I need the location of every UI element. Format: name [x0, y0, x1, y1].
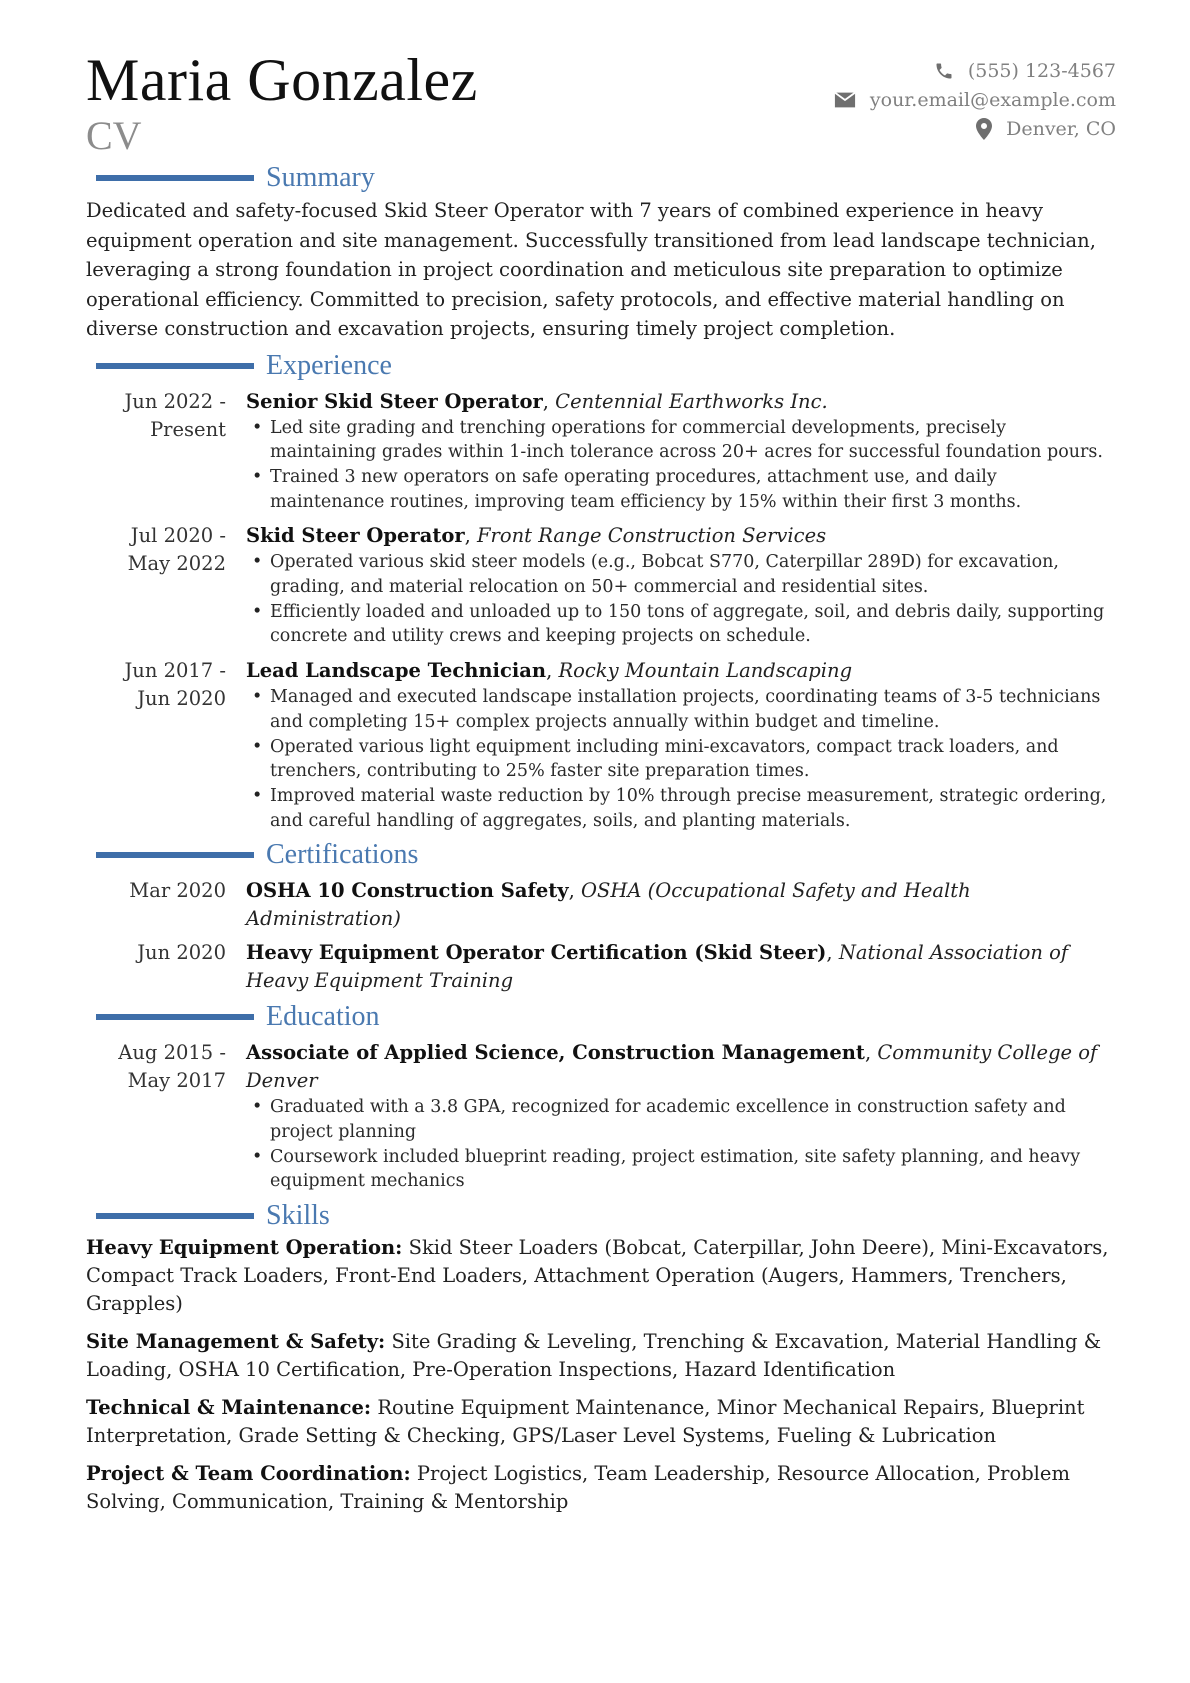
employer: Centennial Earthworks Inc.	[555, 389, 828, 413]
bullet-item: • Managed and executed landscape installation projects, coordinating teams of 3-5 technicians and completing 15+ complex projects annually within budget and timeline.	[246, 685, 1116, 734]
entry-date: Jun 2022 - Present	[124, 389, 226, 441]
summary-title: Summary	[266, 162, 375, 193]
phone-number[interactable]: (555) 123-4567	[967, 59, 1116, 82]
certifications-section-heading	[86, 837, 1116, 873]
entry-heading: Associate of Applied Science, Construction Management, Community College of Denver	[246, 1041, 1098, 1093]
entry-date: Jun 2020	[137, 941, 226, 965]
education-section-heading	[86, 999, 1116, 1035]
job-title: Lead Landscape Technician	[246, 659, 547, 683]
entry-date: Aug 2015 - May 2017	[118, 1041, 226, 1093]
job-title: Senior Skid Steer Operator	[246, 389, 543, 413]
bullet-item: • Improved material waste reduction by 10% through precise measurement, strategic ordering, and careful handling of aggregates, soils, and planting materials.	[246, 784, 1116, 833]
bullet-list	[246, 550, 1116, 649]
job-title: Skid Steer Operator	[246, 524, 465, 548]
map-pin-icon	[976, 118, 992, 140]
bullet-item: • Led site grading and trenching operations for commercial developments, precisely maintaining grades within 1-inch tolerance across 20+ acres for successful foundation pours.	[246, 416, 1116, 465]
education-title: Education	[266, 1001, 380, 1033]
certifications-title: Certifications	[266, 839, 419, 871]
bullet-list	[246, 685, 1116, 833]
experience-section-heading	[86, 348, 1116, 384]
skill-category: Project & Team Coordination:	[86, 1462, 411, 1486]
employer: Rocky Mountain Landscaping	[558, 659, 853, 683]
skill-group	[86, 1460, 1116, 1516]
experience-title: Experience	[266, 349, 392, 381]
section-accent-bar	[96, 1213, 254, 1219]
employer: Front Range Construction Services	[477, 524, 827, 548]
skills-title: Skills	[266, 1200, 330, 1232]
skill-list: Routine Equipment Maintenance, Minor Mechanical Repairs, Blueprint Interpretation, Grade Setting & Checking, GPS/Laser Level Systems, Fueling & Lubrication	[86, 1396, 1085, 1448]
contact-block	[834, 56, 1116, 143]
entry-heading: Senior Skid Steer Operator, Centennial Earthworks Inc.	[246, 389, 828, 413]
entry-heading: Skid Steer Operator, Front Range Construction Services	[246, 524, 827, 548]
skills-section-heading	[86, 1198, 1116, 1234]
skill-group	[86, 1234, 1116, 1318]
certification-name: OSHA 10 Construction Safety	[246, 879, 569, 903]
issuer: OSHA (Occupational Safety and Health Administration)	[246, 879, 971, 931]
entry-date: Jul 2020 - May 2022	[127, 524, 226, 576]
summary-section-heading	[86, 160, 1116, 196]
entry-heading: Heavy Equipment Operator Certification (Skid Steer), National Association of Heavy Equipment Training	[246, 941, 1069, 993]
contact-location	[834, 114, 1116, 143]
skill-category: Site Management & Safety:	[86, 1330, 386, 1354]
bullet-item: • Operated various skid steer models (e.g., Bobcat S770, Caterpillar 289D) for excavation, grading, and material relocation on 50+ commercial and residential sites.	[246, 550, 1116, 599]
degree: Associate of Applied Science, Construction Management	[246, 1041, 865, 1065]
bullet-item: • Efficiently loaded and unloaded up to 150 tons of aggregate, soil, and debris daily, supporting concrete and utility crews and keeping projects on schedule.	[246, 600, 1116, 649]
bullet-list	[246, 416, 1116, 515]
section-accent-bar	[96, 852, 254, 858]
issuer: National Association of Heavy Equipment Training	[246, 941, 1069, 993]
bullet-item: • Trained 3 new operators on safe operating procedures, attachment use, and daily maintenance routines, improving team efficiency by 15% within their first 3 months.	[246, 465, 1116, 514]
entry-date: Jun 2017 - Jun 2020	[124, 659, 226, 711]
contact-phone	[834, 56, 1116, 85]
contact-email	[834, 85, 1116, 114]
section-accent-bar	[96, 363, 254, 369]
certification-entry	[86, 877, 1116, 933]
experience-entry	[86, 388, 1116, 515]
section-accent-bar	[96, 1014, 254, 1020]
bullet-item: • Graduated with a 3.8 GPA, recognized for academic excellence in construction safety and project planning	[246, 1095, 1116, 1144]
entry-heading: Lead Landscape Technician, Rocky Mountain Landscaping	[246, 659, 853, 683]
experience-entry	[86, 657, 1116, 833]
skill-group	[86, 1328, 1116, 1384]
bullet-item: • Operated various light equipment including mini-excavators, compact track loaders, and trenchers, contributing to 25% faster site preparation times.	[246, 735, 1116, 784]
bullet-list	[246, 1095, 1116, 1194]
phone-icon	[934, 61, 954, 81]
skill-list: Site Grading & Leveling, Trenching & Excavation, Material Handling & Loading, OSHA 10 Certification, Pre-Operation Inspections, Hazard Identification	[86, 1330, 1102, 1382]
certification-entry	[86, 939, 1116, 995]
skill-list: Skid Steer Loaders (Bobcat, Caterpillar, John Deere), Mini-Excavators, Compact Track Loaders, Front-End Loaders, Attachment Operation (Augers, Hammers, Trenchers, Grapples)	[86, 1236, 1109, 1316]
entry-heading: OSHA 10 Construction Safety, OSHA (Occupational Safety and Health Administration)	[246, 879, 971, 931]
location-text: Denver, CO	[1006, 117, 1116, 140]
experience-entry	[86, 522, 1116, 649]
cv-page	[86, 46, 1116, 1526]
email-address[interactable]: your.email@example.com	[869, 88, 1116, 111]
skill-group	[86, 1394, 1116, 1450]
school: Community College of Denver	[246, 1041, 1098, 1093]
entry-date: Mar 2020	[129, 879, 226, 903]
section-accent-bar	[96, 175, 254, 181]
skill-category: Heavy Equipment Operation:	[86, 1236, 403, 1260]
document-subtitle: CV	[86, 113, 142, 158]
person-name: Maria Gonzalez	[86, 47, 478, 113]
bullet-item: • Coursework included blueprint reading, project estimation, site safety planning, and heavy equipment mechanics	[246, 1145, 1116, 1194]
skill-list: Project Logistics, Team Leadership, Resource Allocation, Problem Solving, Communication, Training & Mentorship	[86, 1462, 1070, 1514]
education-entry	[86, 1039, 1116, 1194]
cv-header	[86, 47, 1116, 160]
skill-category: Technical & Maintenance:	[86, 1396, 372, 1420]
certification-name: Heavy Equipment Operator Certification (Skid Steer)	[246, 941, 827, 965]
envelope-icon	[834, 91, 856, 109]
summary-text: Dedicated and safety-focused Skid Steer Operator with 7 years of combined experience in heavy equipment operation and site management. Successfully transitioned from lead landscape technician, leveraging a strong foundation in project coordination and meticulous site preparation to optimize operational efficiency. Committed to precision, safety protocols, and effective material handling on diverse construction and excavation projects, ensuring timely project completion.	[86, 199, 1096, 340]
